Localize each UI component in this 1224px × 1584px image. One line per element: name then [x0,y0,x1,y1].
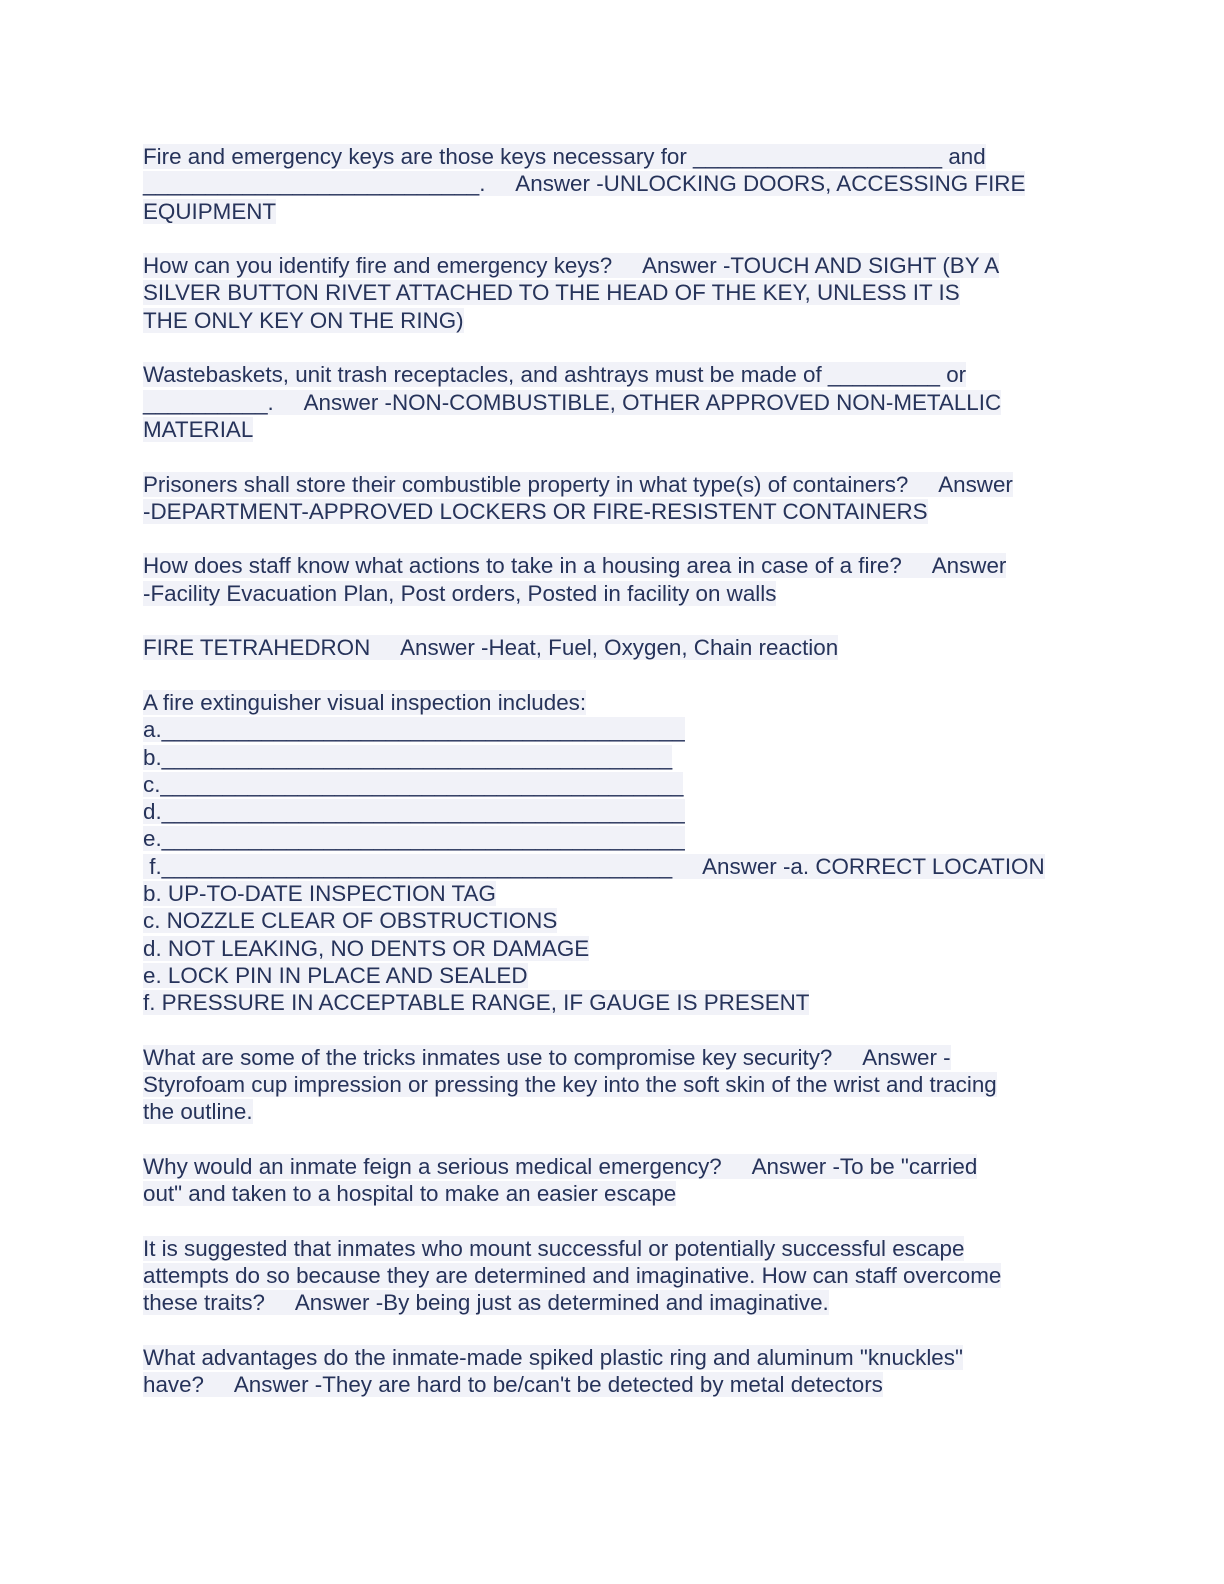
text-line [143,1344,1083,1371]
text-line [143,1044,1083,1071]
text-line [143,634,1083,661]
text-line [143,471,1083,498]
text-line [143,853,1083,880]
text-line [143,989,1083,1016]
document-page [143,143,1083,1399]
text-line [143,1071,1083,1098]
highlighted-text: How does staff know what actions to take in a housing area in case of a fire? Answer [143,553,1007,579]
paragraph-gap [143,225,1083,252]
highlighted-text: ___________________________. Answer -UNLOCKING DOORS, ACCESSING FIRE [143,171,1026,197]
highlighted-text: d. NOT LEAKING, NO DENTS OR DAMAGE [143,935,590,961]
highlighted-text: FIRE TETRAHEDRON Answer -Heat, Fuel, Oxygen, Chain reaction [143,635,839,661]
highlighted-text: have? Answer -They are hard to be/can't be detected by metal detectors [143,1372,883,1398]
paragraph-gap [143,1317,1083,1344]
highlighted-text: Styrofoam cup impression or pressing the key into the soft skin of the wrist and tracing [143,1072,997,1098]
highlighted-text: -Facility Evacuation Plan, Post orders, Posted in facility on walls [143,580,777,606]
qa-block [143,634,1083,661]
text-line [143,498,1083,525]
text-line [143,1289,1083,1316]
qa-block [143,1044,1083,1126]
paragraph-gap [143,334,1083,361]
highlighted-text: -DEPARTMENT-APPROVED LOCKERS OR FIRE-RESISTENT CONTAINERS [143,498,928,524]
paragraph-gap [143,662,1083,689]
paragraph-gap [143,1126,1083,1153]
highlighted-text: c.__________________________________________ [143,771,684,797]
text-line [143,1180,1083,1207]
qa-block [143,471,1083,526]
text-line [143,1098,1083,1125]
highlighted-text: f. PRESSURE IN ACCEPTABLE RANGE, IF GAUGE IS PRESENT [143,990,810,1016]
text-line [143,307,1083,334]
text-line [143,744,1083,771]
highlighted-text: A fire extinguisher visual inspection includes: [143,689,587,715]
text-line [143,880,1083,907]
text-line [143,716,1083,743]
highlighted-text: How can you identify fire and emergency keys? Answer -TOUCH AND SIGHT (BY A [143,253,1000,279]
highlighted-text: attempts do so because they are determined and imaginative. How can staff overcome [143,1263,1002,1289]
text-line [143,1371,1083,1398]
qa-block [143,143,1083,225]
paragraph-gap [143,1208,1083,1235]
qa-block [143,361,1083,443]
highlighted-text: Fire and emergency keys are those keys necessary for ____________________ and [143,144,986,169]
qa-block [143,252,1083,334]
paragraph-gap [143,1017,1083,1044]
highlighted-text: __________. Answer -NON-COMBUSTIBLE, OTHER APPROVED NON-METALLIC [143,389,1002,415]
text-line [143,771,1083,798]
qa-block [143,1153,1083,1208]
text-line [143,1262,1083,1289]
text-line [143,552,1083,579]
text-line [143,798,1083,825]
text-line [143,825,1083,852]
paragraph-gap [143,607,1083,634]
text-line [143,252,1083,279]
highlighted-text: Why would an inmate feign a serious medical emergency? Answer -To be "carried [143,1153,978,1179]
qa-block [143,552,1083,607]
highlighted-text: b. UP-TO-DATE INSPECTION TAG [143,881,496,907]
text-line [143,935,1083,962]
text-line [143,416,1083,443]
highlighted-text: MATERIAL [143,416,254,442]
paragraph-gap [143,443,1083,470]
highlighted-text: Prisoners shall store their combustible property in what type(s) of containers? Answer [143,471,1013,497]
highlighted-text: e. LOCK PIN IN PLACE AND SEALED [143,962,528,988]
highlighted-text: c. NOZZLE CLEAR OF OBSTRUCTIONS [143,908,558,934]
text-line [143,689,1083,716]
highlighted-text: SILVER BUTTON RIVET ATTACHED TO THE HEAD OF THE KEY, UNLESS IT IS [143,280,960,306]
text-line [143,143,1083,170]
highlighted-text: b._________________________________________ [143,744,673,770]
text-line [143,907,1083,934]
qa-block [143,1235,1083,1317]
highlighted-text: It is suggested that inmates who mount successful or potentially successful escape [143,1235,965,1261]
qa-block [143,689,1083,1017]
highlighted-text: EQUIPMENT [143,198,277,224]
highlighted-text: THE ONLY KEY ON THE RING) [143,307,464,333]
text-line [143,962,1083,989]
text-line [143,580,1083,607]
highlighted-text: e.__________________________________________ [143,826,685,852]
highlighted-text: f._________________________________________ Answer -a. CORRECT LOCATION [143,853,1045,879]
highlighted-text: d.__________________________________________ [143,799,685,825]
paragraph-gap [143,525,1083,552]
highlighted-text: the outline. [143,1099,253,1125]
text-line [143,1235,1083,1262]
highlighted-text: What advantages do the inmate-made spiked plastic ring and aluminum "knuckles" [143,1345,963,1371]
highlighted-text: these traits? Answer -By being just as determined and imaginative. [143,1290,829,1316]
text-line [143,389,1083,416]
highlighted-text: Wastebaskets, unit trash receptacles, and ashtrays must be made of _________ or [143,362,967,388]
highlighted-text: a.__________________________________________ [143,717,685,743]
text-line [143,170,1083,197]
text-line [143,279,1083,306]
text-line [143,1153,1083,1180]
highlighted-text: out" and taken to a hospital to make an easier escape [143,1181,677,1207]
text-line [143,198,1083,225]
qa-block [143,1344,1083,1399]
text-line [143,361,1083,388]
highlighted-text: What are some of the tricks inmates use to compromise key security? Answer - [143,1044,951,1070]
